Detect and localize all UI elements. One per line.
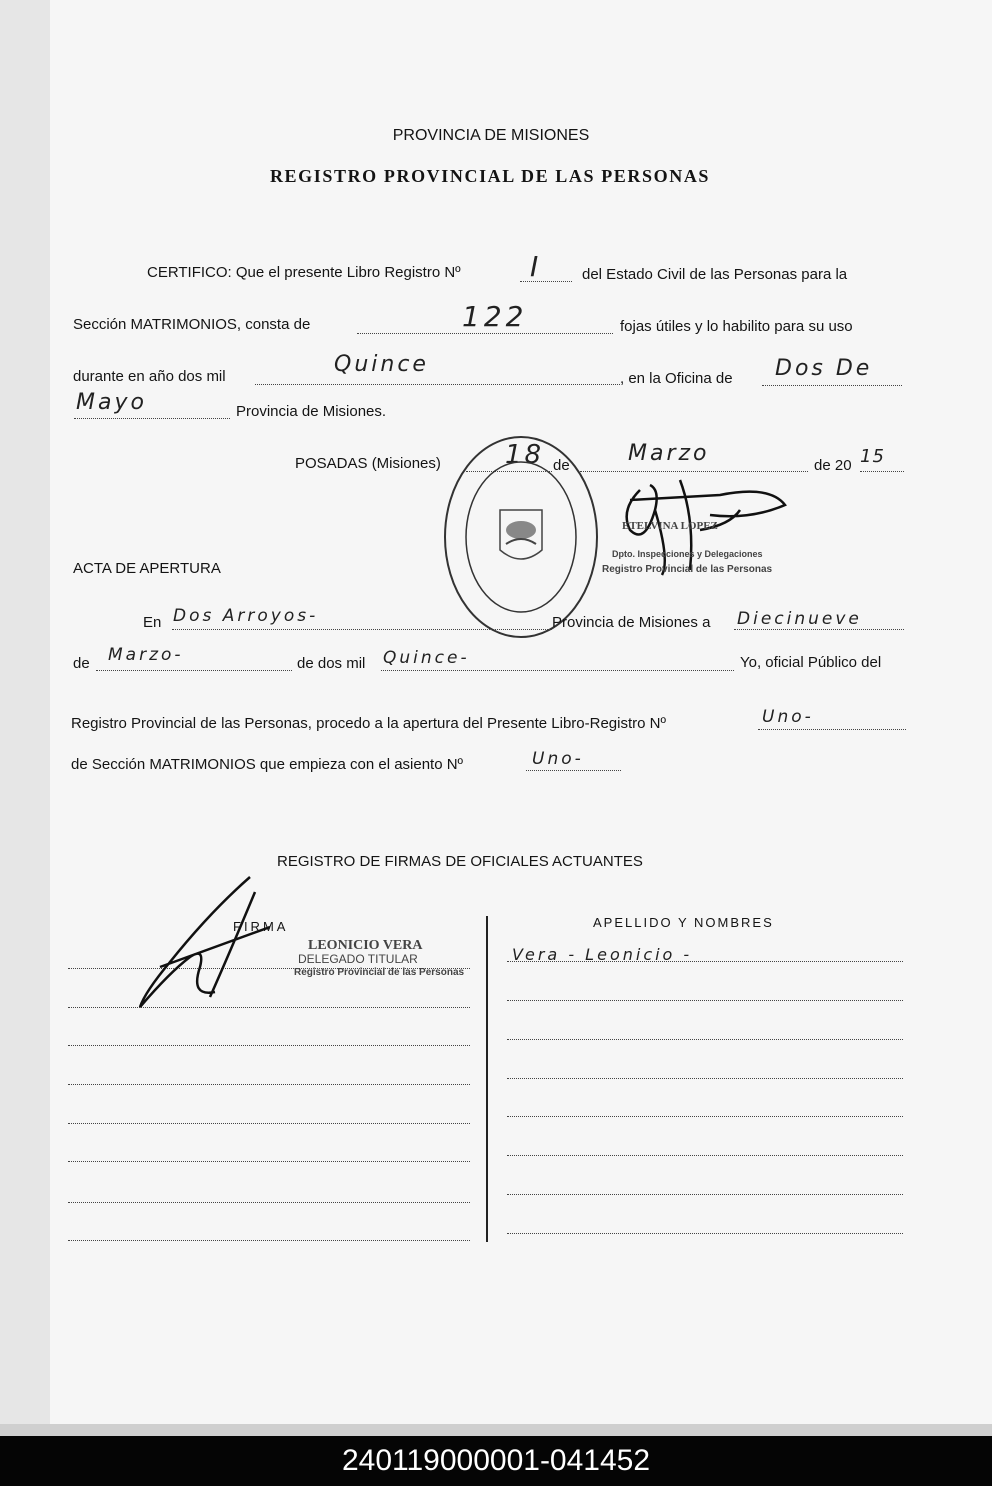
name-row-line: [507, 1078, 903, 1079]
name-row-line: [507, 1000, 903, 1001]
director-name-stamp: ETELVINA LOPEZ: [622, 520, 718, 532]
locality-handwritten: Dos Arroyos-: [173, 606, 319, 626]
cert-line3-prefix: durante en año dos mil: [73, 368, 226, 385]
place-label: POSADAS (Misiones): [295, 455, 441, 472]
registry-heading: REGISTRO PROVINCIAL DE LAS PERSONAS: [269, 166, 711, 186]
acta-year-label: de dos mil: [297, 655, 366, 672]
acta-line3-prefix: Registro Provincial de las Personas, procedo a la apertura del Presente Libro-Registro Nº: [71, 715, 666, 732]
names-column-header: APELLIDO Y NOMBRES: [593, 915, 774, 930]
document-code-bar: [0, 1436, 992, 1486]
acta-line4-prefix: de Sección MATRIMONIOS que empieza con el asiento Nº: [71, 756, 464, 773]
day-handwritten: 18: [505, 440, 545, 470]
page-left-edge: [0, 0, 51, 1436]
signature-row-line: [68, 1123, 470, 1124]
cert-line2-prefix: Sección MATRIMONIOS, consta de: [73, 316, 311, 333]
pages-handwritten: 122: [462, 300, 528, 333]
name-row-line: [507, 1233, 903, 1234]
name-row-line: [507, 1194, 903, 1195]
page-bottom-edge: [0, 1424, 992, 1436]
column-divider: [486, 916, 488, 1242]
name-entry-handwritten: Vera - Leonicio -: [512, 945, 693, 964]
book-number-handwritten: I: [530, 250, 542, 283]
signatures-title: REGISTRO DE FIRMAS DE OFICIALES ACTUANTES: [277, 853, 643, 870]
day-words-handwritten: Diecinueve: [737, 609, 862, 629]
firma-column-header: FIRMA: [233, 919, 289, 934]
cert-line1-prefix: CERTIFICO: Que el presente Libro Registro Nº: [147, 264, 461, 281]
acta-year-handwritten: Quince-: [383, 648, 470, 668]
acta-official-label: Yo, oficial Público del: [740, 654, 882, 671]
signature-row-line: [68, 1084, 470, 1085]
month-handwritten: Marzo: [628, 441, 710, 466]
official-name-stamp: LEONICIO VERA: [308, 938, 423, 953]
signature-row-line: [68, 1240, 470, 1241]
book-words-handwritten: Uno-: [762, 707, 814, 727]
director-title-stamp-1: Dpto. Inspecciones y Delegaciones: [612, 549, 763, 559]
director-title-stamp-2: Registro Provincial de las Personas: [602, 564, 773, 575]
office-handwritten-1: Dos De: [775, 356, 873, 381]
date-de-label: de: [553, 457, 570, 474]
year-prefix-label: de 20: [814, 457, 852, 474]
acta-province-label: Provincia de Misiones a: [552, 614, 711, 631]
cert-line1-suffix: del Estado Civil de las Personas para la: [582, 266, 848, 283]
year-words-handwritten: Quince: [334, 352, 429, 377]
year-digits-handwritten: 15: [860, 446, 885, 467]
official-title-stamp-2: Registro Provincial de las Personas: [294, 967, 465, 978]
province-heading: PROVINCIA DE MISIONES: [392, 127, 590, 144]
signature-row-line: [68, 1161, 470, 1162]
name-row-line: [507, 1039, 903, 1040]
document-code: 240119000001-041452: [341, 1444, 651, 1477]
official-signature: [130, 872, 270, 1014]
entry-words-handwritten: Uno-: [532, 749, 584, 769]
office-handwritten-2: Mayo: [76, 390, 147, 415]
signature-row-line: [68, 1202, 470, 1203]
name-row-line: [507, 1116, 903, 1117]
acta-month-handwritten: Marzo-: [108, 645, 184, 665]
cert-line2-suffix: fojas útiles y lo habilito para su uso: [620, 318, 853, 335]
cert-line3-suffix: , en la Oficina de: [620, 370, 733, 387]
official-title-stamp-1: DELEGADO TITULAR: [298, 952, 418, 966]
acta-en-label: En: [143, 614, 162, 631]
cert-line4-suffix: Provincia de Misiones.: [236, 403, 387, 420]
signature-row-line: [68, 1045, 470, 1046]
name-row-line: [507, 1155, 903, 1156]
acta-title: ACTA DE APERTURA: [73, 560, 221, 577]
acta-de-label: de: [73, 655, 90, 672]
